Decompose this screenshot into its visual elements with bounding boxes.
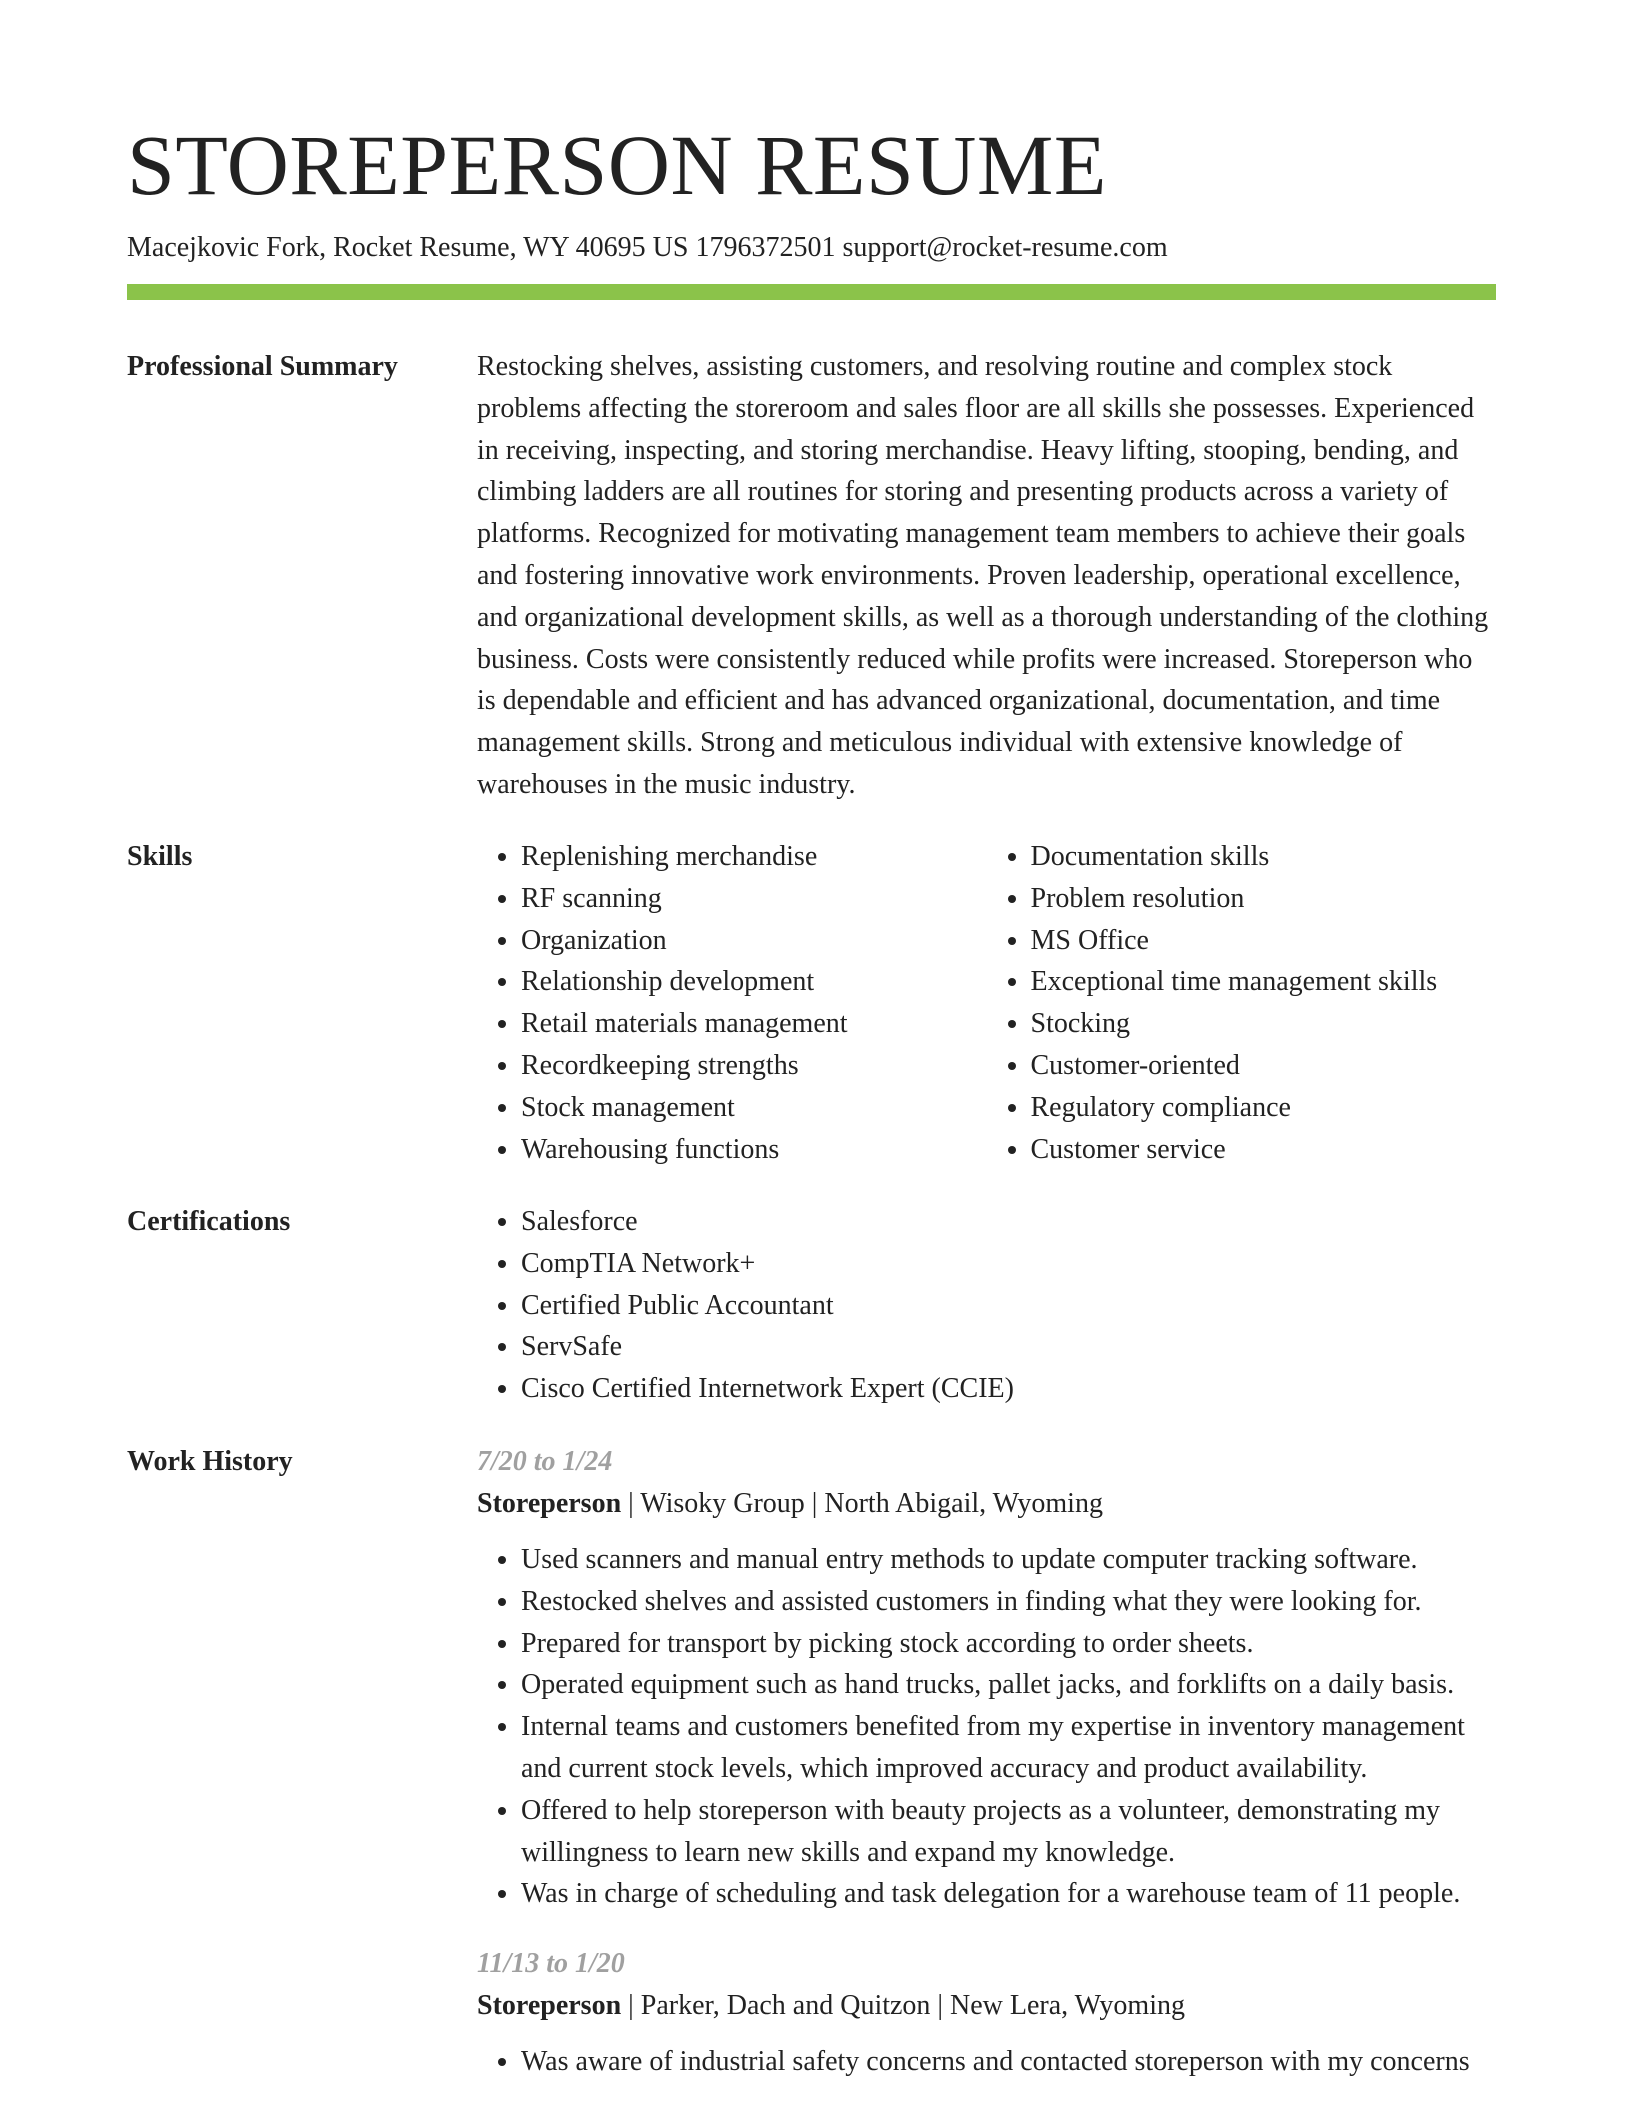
job-details: | Wisoky Group | North Abigail, Wyoming <box>621 1488 1103 1519</box>
list-item: • Relationship development <box>521 961 987 1003</box>
contact-line: Macejkovic Fork, Rocket Resume, WY 40695 US 1796372501 support@rocket-resume.com <box>127 232 1168 263</box>
list-item: • Operated equipment such as hand trucks, pallet jacks, and forklifts on a daily basis. <box>521 1664 1496 1706</box>
list-item: • Documentation skills <box>1031 836 1497 878</box>
certifications-list <box>477 1201 1496 1410</box>
list-item: • Internal teams and customers benefited from my expertise in inventory management and current stock levels, which improved accuracy and product availability. <box>521 1706 1496 1790</box>
list-item: • Problem resolution <box>1031 878 1497 920</box>
list-item: • Retail materials management <box>521 1003 987 1045</box>
list-item: • MS Office <box>1031 920 1497 962</box>
job-title: Storeperson <box>477 1488 622 1519</box>
list-item: • Warehousing functions <box>521 1129 987 1171</box>
list-item: • Customer service <box>1031 1129 1497 1171</box>
summary-text: Restocking shelves, assisting customers, and resolving routine and complex stock problems affecting the storeroom and sales floor are all skills she possesses. Experienced in receiving, inspecting, and storing merchandise. Heavy lifting, stooping, bending, and climbing ladders are all routines for storing and presenting products across a variety of platforms. Recognized for motivating management team members to achieve their goals and fostering innovative work environments. Proven leadership, operational excellence, and organizational development skills, as well as a thorough understanding of the clothing business. Costs were consistently reduced while profits were increased. Storeperson who is dependable and efficient and has advanced organizational, documentation, and time management skills. Strong and meticulous individual with extensive knowledge of warehouses in the music industry. <box>477 351 1489 800</box>
list-item: • Replenishing merchandise <box>521 836 987 878</box>
list-item: • Customer-oriented <box>1031 1045 1497 1087</box>
job-details: | Parker, Dach and Quitzon | New Lera, Wyoming <box>621 1990 1185 2022</box>
header-divider <box>127 284 1496 300</box>
list-item: • RF scanning <box>521 878 987 920</box>
list-item: • Offered to help storeperson with beauty projects as a volunteer, demonstrating my willingness to learn new skills and expand my knowledge. <box>521 1790 1496 1874</box>
list-item: • Used scanners and manual entry methods to update computer tracking software. <box>521 1539 1496 1581</box>
list-item: • Stock management <box>521 1087 987 1129</box>
job-entry <box>477 1943 1496 2083</box>
job-heading <box>477 1483 1496 1525</box>
job-title: Storeperson <box>477 1990 622 2022</box>
job-bullets <box>477 1539 1496 1915</box>
list-item: • Recordkeeping strengths <box>521 1045 987 1087</box>
list-item: • Was in charge of scheduling and task delegation for a warehouse team of 11 people. <box>521 1873 1496 1915</box>
list-item: • Was aware of industrial safety concerns and contacted storeperson with my concerns <box>521 2041 1496 2083</box>
job-bullets <box>477 2041 1496 2083</box>
work-history-label: Work History <box>127 1446 293 1477</box>
job-dates: 11/13 to 1/20 <box>477 1948 625 1980</box>
list-item: • Restocked shelves and assisted customers in finding what they were looking for. <box>521 1581 1496 1623</box>
skills-list-left <box>477 836 987 1170</box>
job-entry <box>477 1441 1496 1915</box>
skills-list-right <box>987 836 1497 1170</box>
list-item: • Certified Public Accountant <box>521 1285 1496 1327</box>
list-item: • Organization <box>521 920 987 962</box>
skills-label: Skills <box>127 841 193 872</box>
certifications-label: Certifications <box>127 1206 291 1237</box>
list-item: • CompTIA Network+ <box>521 1243 1496 1285</box>
list-item: • ServSafe <box>521 1326 1496 1368</box>
job-heading <box>477 1985 1496 2027</box>
list-item: • Salesforce <box>521 1201 1496 1243</box>
summary-label: Professional Summary <box>127 351 398 382</box>
list-item: • Regulatory compliance <box>1031 1087 1497 1129</box>
list-item: • Stocking <box>1031 1003 1497 1045</box>
list-item: • Prepared for transport by picking stock according to order sheets. <box>521 1623 1496 1665</box>
job-dates: 7/20 to 1/24 <box>477 1446 613 1477</box>
list-item: • Exceptional time management skills <box>1031 961 1497 1003</box>
resume-title: STOREPERSON RESUME <box>127 117 1107 213</box>
list-item: • Cisco Certified Internetwork Expert (CCIE) <box>521 1368 1496 1410</box>
